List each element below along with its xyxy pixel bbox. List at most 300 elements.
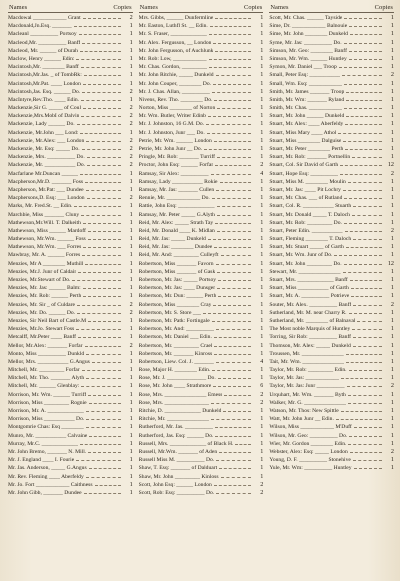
subscriber-name: Mr. Rob: Low, ____________ (138, 55, 207, 62)
leader-dots (81, 386, 120, 387)
subscriber-row (269, 276, 394, 284)
subscriber-row (139, 342, 264, 350)
subscriber-name: Reid, Mr. And: _________ Culleyft (138, 252, 219, 259)
copies-count: 1 (129, 390, 133, 398)
subscriber-row (139, 96, 264, 104)
subscriber-name: Syme, Mr. Jas: __________ Do. (269, 39, 342, 46)
copies-count: 1 (129, 259, 133, 267)
leader-dots (95, 485, 121, 486)
subscriber-name: Rutherford, Jas. Esq: ______ Do. (138, 432, 214, 439)
subscriber-row (269, 80, 394, 88)
subscriber-name: Mr. Wm. Butler, Writer Edinb (138, 113, 206, 120)
subscriber-row (8, 399, 133, 407)
subscriber-name: Mathewson, Mr.Wm. ______ Foss (8, 236, 86, 243)
copies-count: 2 (260, 488, 264, 496)
copies-count: 1 (129, 185, 133, 193)
copies-count: 1 (129, 71, 133, 79)
subscriber-row (139, 325, 264, 333)
copies-count: 1 (129, 415, 133, 423)
leader-dots (217, 231, 252, 232)
subscriber-row (139, 80, 264, 88)
column-2 (139, 4, 264, 497)
subscriber-row (139, 120, 264, 128)
subscriber-name: Robertson, Miss ________ Cray (138, 301, 212, 308)
subscriber-name: Robertson, Mr. Daniel ___ Edin. (138, 334, 212, 341)
leader-dots (346, 354, 382, 355)
subscriber-name: Mackenzie, Mr.Alex: ___ London (8, 137, 85, 144)
subscriber-row (8, 350, 133, 358)
leader-dots (77, 124, 121, 125)
copies-count: 1 (390, 14, 395, 21)
subscriber-row (8, 71, 133, 79)
copies-count: 1 (129, 95, 133, 103)
subscriber-row (8, 243, 133, 251)
copies-count: 1 (260, 153, 264, 161)
leader-dots (218, 296, 251, 297)
subscriber-row (139, 309, 264, 317)
leader-dots (76, 460, 120, 461)
column-1 (8, 4, 133, 497)
subscriber-name: Macpherson,Mr.D. _______ Foss (8, 178, 84, 185)
subscriber-name: Stuart, Mr. Stuart _____ of Garth (269, 244, 344, 251)
subscriber-name: Menzies, Mr.J. Junr of Caldair (8, 268, 77, 275)
leader-dots (213, 305, 251, 306)
leader-dots (80, 51, 121, 52)
copies-count: 1 (390, 456, 395, 464)
subscriber-name: Menzies, Mr. Do. ______ Do. (8, 309, 76, 316)
leader-dots (219, 452, 251, 453)
subscriber-row (8, 366, 133, 374)
subscriber-row (139, 243, 264, 251)
subscriber-row (269, 186, 394, 194)
leader-dots (82, 370, 121, 371)
leader-dots (214, 100, 251, 101)
subscriber-row (139, 415, 264, 423)
subscriber-row (139, 350, 264, 358)
subscriber-name: Small, Peter Esq: ___________ (269, 72, 341, 79)
subscriber-row (139, 382, 264, 390)
subscriber-row (139, 292, 264, 300)
subscriber-row (8, 391, 133, 399)
subscriber-row (8, 489, 133, 497)
copies-count: 1 (129, 22, 133, 30)
leader-dots (72, 280, 120, 281)
subscriber-name: Morrison, Miss _________ Rognie (8, 399, 87, 406)
subscriber-row (269, 235, 394, 243)
leader-dots (81, 215, 121, 216)
copies-count: 1 (129, 488, 133, 496)
subscriber-row (8, 194, 133, 202)
leader-dots (344, 223, 382, 224)
leader-dots (219, 468, 251, 469)
column-header (139, 4, 264, 13)
subscriber-name: Mr. J. Johnston, Junr ___ Do. (138, 129, 205, 136)
subscriber-row (269, 251, 394, 259)
leader-dots (217, 215, 251, 216)
leader-dots (74, 206, 120, 207)
leader-dots (85, 264, 120, 265)
subscriber-name: Munro, Mr. ___________ Calvaine (8, 432, 88, 439)
subscriber-name: Robertson, Miss _______ Favorn (138, 260, 214, 267)
subscriber-name: Stuart, Mr. Wm. Junr of Do. (269, 252, 333, 259)
subscriber-row (139, 145, 264, 153)
subscriber-name: Maclow, Henry ______ Edin: (8, 55, 75, 62)
copies-count: 1 (129, 357, 133, 365)
leader-dots (80, 133, 120, 134)
leader-dots (357, 321, 382, 322)
leader-dots (218, 378, 252, 379)
copies-count: 1 (260, 71, 264, 79)
subscriber-row (139, 137, 264, 145)
subscriber-row (8, 358, 133, 366)
subscriber-row (139, 153, 264, 161)
subscriber-row (139, 374, 264, 382)
copies-count: 1 (390, 104, 395, 112)
subscriber-name: Macdowal ____________ Grant (8, 15, 81, 21)
subscriber-name: Stuart, Fleming ________ T. Daloch (269, 236, 352, 243)
subscriber-row (8, 268, 133, 276)
leader-dots (209, 34, 252, 35)
subscriber-row (139, 235, 264, 243)
subscriber-name: Mackenzie, Mr. Esq: _____ Do. (8, 146, 80, 152)
subscriber-name: Souter, Mr. Alex. __________ Banff (269, 301, 352, 308)
copies-count: 1 (260, 218, 264, 226)
subscriber-name: Menzies, Sir Neil Bart of Castle.M (8, 317, 87, 324)
subscriber-name: Stuart, Mr. Chas. ___ of Rutland (269, 195, 343, 202)
subscriber-name: Urquhart, Mr. Wm. _______ Byth (269, 391, 346, 398)
subscriber-row (139, 129, 264, 137)
subscriber-name: Petrie, Mr. John Junr __ Do. (138, 146, 203, 152)
subscriber-name: Thomson, Mr. Alex: _____ Dunkeld (269, 342, 351, 349)
leader-dots (214, 346, 251, 347)
subscriber-row (8, 55, 133, 63)
copies-count: 1 (390, 79, 395, 87)
subscriber-row (269, 284, 394, 292)
leader-dots (223, 411, 251, 412)
subscriber-row (139, 399, 264, 407)
subscriber-row (139, 440, 264, 448)
subscriber-name: Macintosh,Jas. Esq. ______ Do. (8, 88, 81, 95)
subscriber-name: Morrison, Mr. A. _____________ (8, 408, 84, 414)
subscriber-row (139, 219, 264, 227)
subscriber-name: Pringle, Mr. Rob: _______ Turriff (138, 154, 216, 161)
subscriber-row (8, 137, 133, 145)
copies-count: 1 (129, 276, 133, 283)
subscriber-row (8, 47, 133, 55)
subscriber-row (8, 104, 133, 112)
copies-count: 1 (260, 251, 264, 259)
copies-count: 1 (260, 177, 264, 185)
leader-dots (84, 75, 121, 76)
leader-dots (218, 280, 251, 281)
subscriber-name: Rose, Mrs. ________________ (138, 399, 210, 406)
subscriber-name: Rose, Major H. ________ Edin. (138, 367, 211, 374)
copies-count: 1 (260, 95, 264, 103)
leader-dots (88, 321, 121, 322)
subscriber-row (269, 39, 394, 47)
leader-dots (82, 43, 120, 44)
copies-count: 1 (390, 357, 395, 365)
copies-count: 1 (129, 226, 133, 234)
copies-count: 1 (260, 447, 264, 455)
leader-dots (207, 133, 252, 134)
subscriber-name: Mr. S. Fraser, _____________ (138, 31, 207, 38)
subscriber-name: Mackenzie, Lady ______ Do. (8, 121, 75, 128)
subscriber-name: Stuart, Mr. Jas: ____ Pit Lochry (269, 186, 341, 193)
subscriber-row (269, 219, 394, 227)
subscriber-row (139, 47, 264, 55)
subscriber-row (8, 235, 133, 243)
copies-count: 2 (129, 136, 133, 144)
leader-dots (86, 190, 121, 191)
subscriber-name: Russell, Mrs. _____________ of Black H. (138, 440, 234, 447)
subscriber-row (8, 456, 133, 464)
subscriber-name: Murray, Mr.C. _____________ (8, 440, 79, 447)
subscriber-row (139, 301, 264, 309)
subscriber-row (8, 481, 133, 489)
copies-count: 1 (390, 46, 395, 54)
subscriber-name: Monto, Miss __________ Dunkld (8, 350, 85, 357)
copies-count: 2 (129, 194, 133, 202)
copies-count: 1 (129, 366, 133, 374)
subscriber-row (139, 358, 264, 366)
subscriber-name: Macintosh,Mr.Jas. _ of TombRk: (8, 72, 82, 79)
copies-count: 1 (390, 284, 395, 292)
subscriber-name: Robertson, Mr. And: __________ (138, 326, 215, 333)
leader-dots (215, 436, 251, 437)
leader-dots (76, 329, 120, 330)
leader-dots (217, 206, 252, 207)
leader-dots (345, 231, 382, 232)
subscriber-name: Scott, Rob: Esq: __________ Do. (138, 489, 215, 496)
copies-heading: Copies (374, 4, 394, 11)
copies-count: 1 (260, 366, 264, 374)
subscriber-row (139, 464, 264, 472)
subscriber-name: Rose, Mr. John ____ Strathmore (138, 383, 212, 390)
leader-dots (215, 51, 251, 52)
subscriber-row (8, 14, 133, 22)
leader-dots (216, 329, 251, 330)
copies-count: 1 (260, 472, 264, 480)
leader-dots (221, 255, 252, 256)
copies-count: 1 (390, 194, 395, 202)
leader-dots (216, 264, 252, 265)
copies-count: 1 (260, 112, 264, 120)
subscriber-name: Mrs. Gibbs, ______ Dunfermline (138, 15, 214, 21)
subscriber-row (139, 284, 264, 292)
copies-count: 1 (129, 333, 133, 341)
leader-dots (344, 18, 382, 19)
copies-count: 1 (129, 472, 133, 480)
leader-dots (87, 157, 121, 158)
leader-dots (349, 313, 382, 314)
copies-count: 2 (390, 300, 395, 308)
copies-count: 1 (390, 407, 395, 414)
copies-count: 1 (390, 112, 395, 120)
copies-count: 1 (129, 407, 133, 414)
subscriber-name: Sutherland, Mr. M. near Charry R. (269, 309, 347, 316)
copies-count: 1 (390, 136, 395, 144)
subscriber-name: Robertson, Mr. Jas: _____ Portsoy (138, 277, 217, 283)
leader-dots (87, 165, 121, 166)
copies-count: 1 (390, 22, 395, 30)
subscriber-row (139, 194, 264, 202)
column-3 (269, 4, 394, 497)
subscriber-name: Mathewson,Mr.Will. T. Dalkeith (8, 219, 81, 226)
leader-dots (344, 264, 382, 265)
subscriber-name: Mackenzie, Mr. ___________ Do. (8, 162, 86, 169)
copies-count: 6 (260, 382, 264, 390)
copies-count: 1 (390, 423, 395, 431)
copies-count: 1 (260, 456, 264, 464)
copies-heading: Copies (243, 4, 263, 11)
subscriber-name: Torring, Sir Rob: __________ Banff (269, 334, 352, 341)
copies-count: 1 (390, 464, 395, 472)
leader-dots (84, 493, 121, 494)
leader-dots (348, 182, 382, 183)
leader-dots (351, 288, 382, 289)
subscriber-name: Smith, Mr. James _______ Troop (269, 88, 345, 95)
leader-dots (343, 141, 382, 142)
leader-dots (215, 223, 251, 224)
subscriber-row (8, 260, 133, 268)
subscriber-name: Stuart, Mr. A. __________ Potrieve (269, 293, 350, 300)
leader-dots (352, 157, 382, 158)
subscriber-row (8, 292, 133, 300)
copies-count: 2 (129, 14, 133, 21)
subscriber-name: Macphersons,D. Esq: ___ London (8, 195, 85, 202)
copies-count: 1 (129, 349, 133, 357)
subscriber-name: Menzies, Mr.Stewart of Do. (8, 277, 71, 283)
subscriber-row (139, 170, 264, 178)
subscriber-name: Taylor, Mr. Jas: ____________ (269, 375, 340, 382)
subscriber-name: Rennie, Mr. ____________ Do. (138, 195, 210, 202)
subscriber-name: Mr. Chas. Gordon, _________ (138, 64, 208, 71)
leader-dots (216, 190, 251, 191)
leader-dots (341, 378, 382, 379)
subscriber-name: Young, D. F. __________ Stonehive (269, 457, 351, 464)
copies-count: 1 (260, 46, 264, 54)
subscriber-row (269, 350, 394, 358)
subscriber-row (139, 407, 264, 415)
subscriber-row (8, 284, 133, 292)
copies-count: 1 (129, 202, 133, 210)
leader-dots (214, 354, 251, 355)
subscriber-name: Ramsay, Lady ___________ Rokie (138, 178, 218, 185)
leader-dots (344, 84, 382, 85)
subscriber-name: Mawbray, Mr. A. ______ Forres (8, 252, 81, 259)
leader-dots (334, 255, 382, 256)
subscriber-row (139, 333, 264, 341)
subscriber-name: Troussen, Mr. _______________ (269, 350, 344, 357)
copies-count: 1 (129, 54, 133, 62)
subscriber-row (139, 448, 264, 456)
copies-count: 1 (390, 439, 395, 447)
leader-dots (77, 305, 121, 306)
copies-count: 1 (260, 79, 264, 87)
copies-count: 1 (129, 431, 133, 439)
subscriber-name: Macleod,Mr. __________ Banff (8, 39, 81, 46)
subscriber-rows (139, 14, 264, 497)
copies-count: 1 (129, 30, 133, 38)
leader-dots (346, 100, 382, 101)
copies-count: 2 (260, 480, 264, 488)
subscriber-name: Shaw, T. Esq: _______ of Dalduart (138, 465, 218, 472)
copies-count: 1 (390, 177, 395, 185)
copies-count: 2 (129, 308, 133, 316)
subscriber-name: Menzies, Mr. Rob: ______ Perth (8, 293, 82, 300)
subscriber-name: Scott, John Esq: ______ London (138, 481, 212, 488)
subscriber-row (8, 464, 133, 472)
subscriber-row (139, 456, 264, 464)
leader-dots (74, 26, 121, 27)
copies-count: 1 (390, 415, 395, 423)
subscriber-row (8, 170, 133, 178)
subscriber-name: Mr. Alex. Fergusson, __ London (138, 39, 212, 46)
copies-count: 1 (390, 95, 395, 103)
leader-dots (214, 141, 252, 142)
copies-count: 1 (260, 202, 264, 210)
subscriber-name: Taylor, Mr. Rob: _________ Edin. (269, 367, 347, 374)
leader-dots (215, 165, 251, 166)
copies-count: 1 (260, 145, 264, 152)
leader-dots (220, 182, 252, 183)
subscriber-row (8, 301, 133, 309)
copies-count: 1 (260, 136, 264, 144)
subscriber-name: Sime, Mr. John ________ Dunkeld (269, 31, 348, 38)
copies-count: 1 (390, 210, 395, 218)
copies-count: 1 (129, 447, 133, 455)
subscriber-row (139, 178, 264, 186)
subscriber-name: Robertson, Mr. S. Store ___ (138, 309, 202, 316)
leader-dots (221, 477, 252, 478)
copies-count: 1 (260, 374, 264, 382)
leader-dots (217, 272, 251, 273)
subscriber-name: Watt, Mr. John Junr __ Edin. (269, 416, 334, 423)
subscriber-name: Smith, Mr. Wm: _______ Ryland (269, 96, 345, 103)
copies-count: 1 (260, 120, 264, 128)
subscriber-name: Stuart, Col. Sir David of Garth (269, 162, 339, 169)
subscriber-row (139, 391, 264, 399)
copies-count: 2 (390, 71, 395, 79)
leader-dots (81, 116, 120, 117)
copies-count: 2 (390, 447, 395, 455)
subscriber-row (8, 333, 133, 341)
leader-dots (210, 26, 252, 27)
copies-count: 2 (390, 169, 395, 177)
leader-dots (211, 403, 251, 404)
subscriber-name: Stuart, Col. R. ___________ Stuarth (269, 203, 352, 210)
subscriber-name: Rose, Mr. J. ______________ Do. (138, 375, 216, 382)
subscriber-name: Smith, Mr. Chas. ____________ (269, 105, 343, 112)
subscriber-name: Ramsay, Sir Alex: __________ (138, 170, 209, 177)
leader-dots (346, 362, 382, 363)
leader-dots (81, 100, 121, 101)
subscriber-name: Mr. John Couper, ________ Do. (138, 80, 212, 87)
copies-count: 1 (260, 316, 264, 324)
leader-dots (82, 92, 120, 93)
subscriber-row (269, 170, 394, 178)
copies-count: 1 (129, 79, 133, 87)
subscriber-row (269, 30, 394, 38)
subscriber-name: Mellor, Mrs. ___________ G.Angus (8, 358, 90, 365)
copies-count: 1 (129, 423, 133, 431)
copies-count: 1 (129, 128, 133, 136)
copies-count: 1 (129, 382, 133, 390)
leader-dots (352, 215, 382, 216)
leader-dots (82, 149, 121, 150)
copies-count: 1 (260, 54, 264, 62)
